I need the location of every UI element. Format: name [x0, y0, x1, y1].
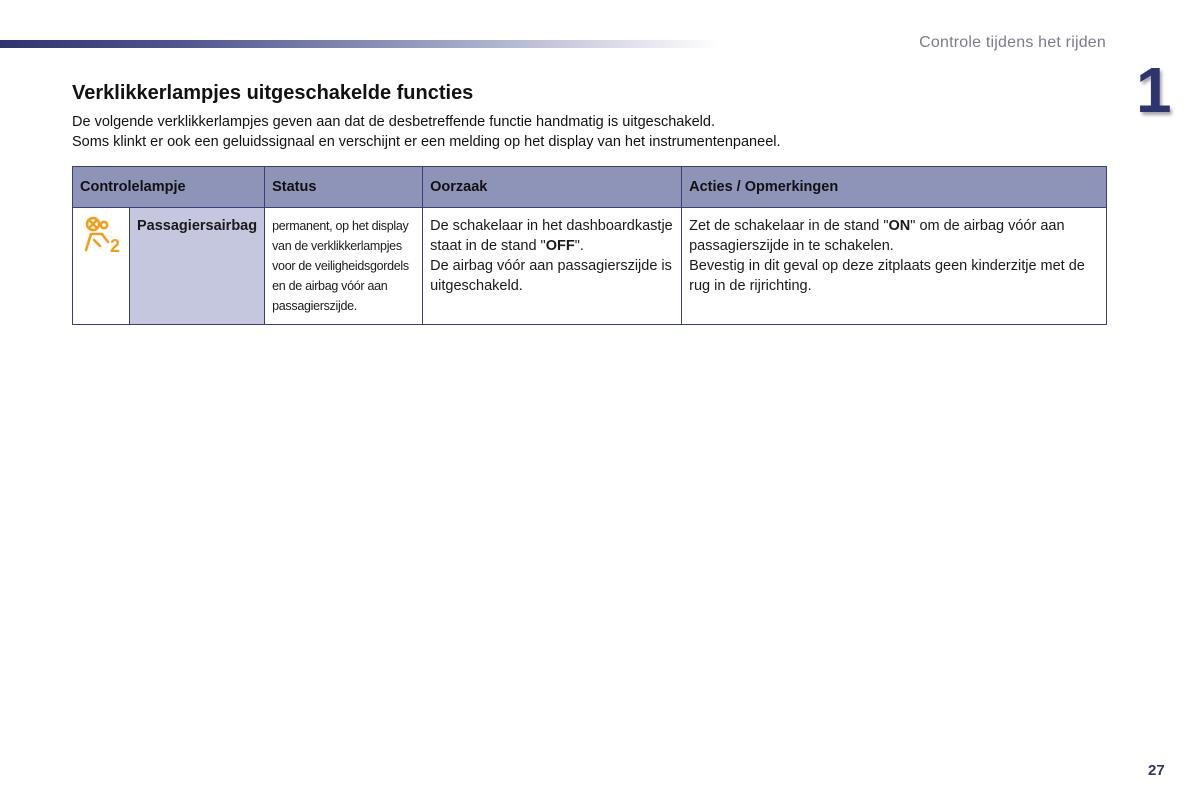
- page-number: 27: [1148, 762, 1165, 779]
- chapter-number: 1: [1136, 54, 1172, 126]
- column-header-oorzaak: Oorzaak: [423, 167, 682, 208]
- column-header-controlelampje: Controlelampje: [73, 167, 265, 208]
- action-text: Zet de schakelaar in de stand ": [689, 218, 889, 234]
- column-header-status: Status: [265, 167, 423, 208]
- cause-cell: [423, 208, 682, 325]
- svg-text:2: 2: [110, 236, 121, 254]
- status-cell: permanent, op het display van de verklikkerlampjes voor de veiligheidsgordels en de airbag vóór aan passagierszijde.: [265, 208, 423, 325]
- action-text-end: " om de airbag vóór aan passagierszijde in te schakelen.: [689, 218, 1065, 254]
- column-header-acties: Acties / Opmerkingen: [682, 167, 1107, 208]
- intro-line: De volgende verklikkerlampjes geven aan dat de desbetreffende functie handmatig is uitgeschakeld.: [72, 114, 715, 130]
- action-line2: Bevestig in dit geval op deze zitplaats geen kinderzitje met de rug in de rijrichting.: [689, 258, 1085, 294]
- action-cell: [682, 208, 1107, 325]
- action-on-keyword: ON: [888, 218, 911, 234]
- intro-text: [72, 112, 1112, 152]
- cause-line2: De airbag vóór aan passagierszijde is uitgeschakeld.: [430, 258, 672, 294]
- cause-text: De schakelaar in het dashboardkastje staat in de stand ": [430, 218, 673, 254]
- cause-off-keyword: OFF: [545, 238, 575, 254]
- airbag-off-icon: [80, 216, 122, 254]
- section-title: Verklikkerlampjes uitgeschakelde functies: [72, 82, 474, 104]
- intro-line: Soms klinkt er ook een geluidssignaal en verschijnt er een melding op het display van het instrumentenpaneel.: [72, 134, 781, 150]
- running-header: Controle tijdens het rijden: [919, 34, 1106, 51]
- warning-lamp-table: [72, 166, 1107, 325]
- icon-cell: [73, 208, 130, 325]
- lamp-name-cell: Passagiersairbag: [130, 208, 265, 325]
- cause-text-end: ".: [574, 238, 584, 254]
- header-gradient-bar: [0, 40, 720, 48]
- table-header-row: [73, 167, 1107, 208]
- table-row: [73, 208, 1107, 325]
